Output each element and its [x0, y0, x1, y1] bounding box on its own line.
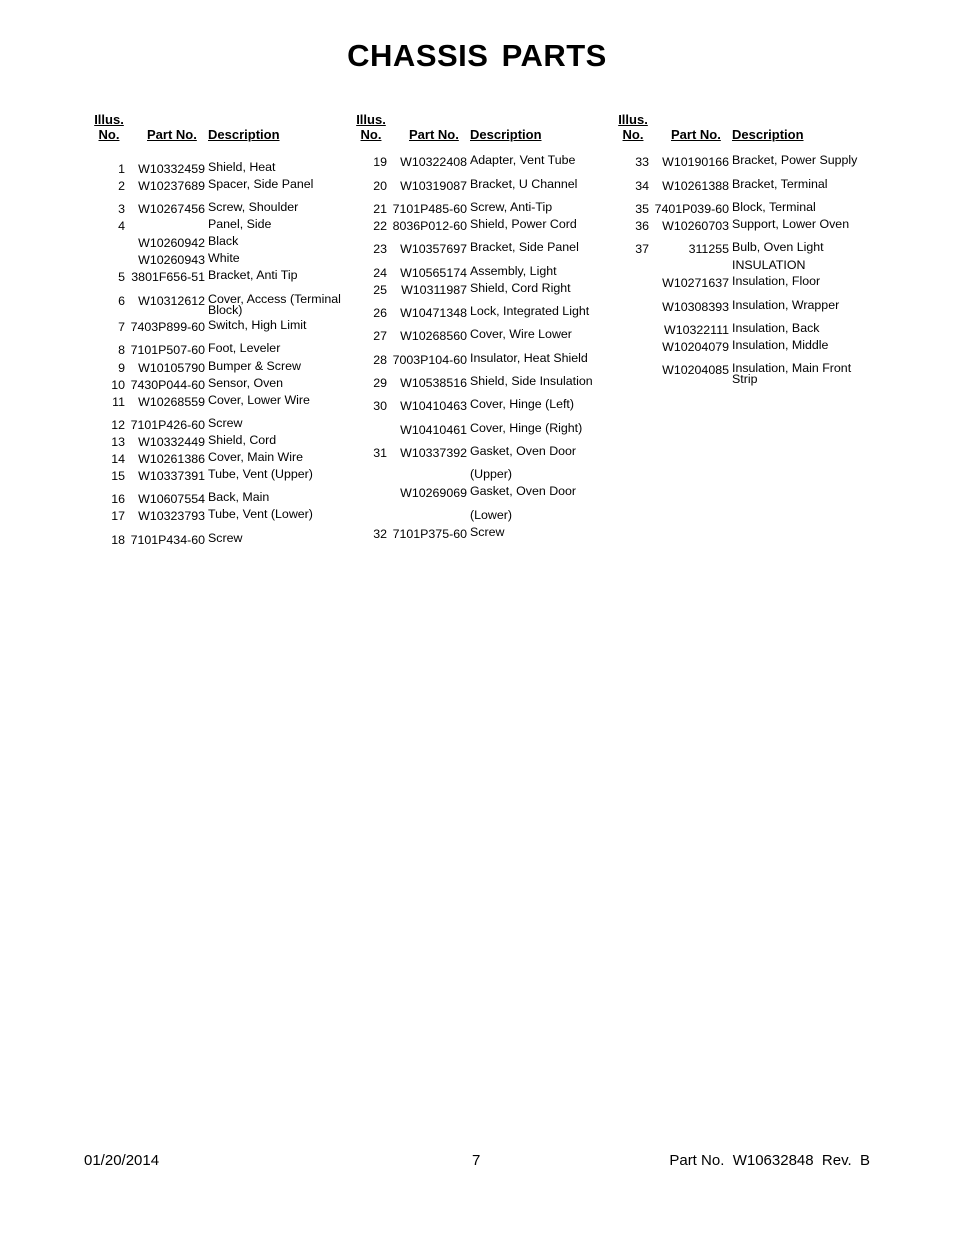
part-number: 7401P039-60 [654, 202, 729, 216]
part-number: W10271637 [662, 276, 729, 290]
part-description: Panel, Side [208, 217, 272, 231]
part-description: Switch, High Limit [208, 318, 307, 332]
part-number: 7101P426-60 [130, 418, 205, 432]
part-number: W10261386 [138, 452, 205, 466]
header-description: Description [208, 127, 280, 142]
part-description: Cover, Access (Terminal Block) [208, 292, 341, 317]
part-number: W10323793 [138, 509, 205, 523]
header-illus-line2: No. [622, 127, 644, 142]
part-description: Bumper & Screw [208, 359, 301, 373]
part-description: Cover, Hinge (Left) [470, 397, 574, 411]
illus-number: 20 [373, 179, 387, 193]
part-description: Shield, Heat [208, 160, 276, 174]
part-description: Back, Main [208, 490, 270, 504]
part-description: Spacer, Side Panel [208, 177, 314, 191]
header-description: Description [732, 127, 804, 142]
header-part-no: Part No. [147, 127, 197, 142]
part-number: W10410461 [400, 423, 467, 437]
header-description: Description [470, 127, 542, 142]
part-number: W10337392 [400, 446, 467, 460]
part-number: W10322111 [664, 323, 729, 337]
part-number: W10268560 [400, 329, 467, 343]
illus-number: 19 [373, 155, 387, 169]
illus-number: 1 [118, 162, 125, 176]
footer-date: 01/20/2014 [84, 1152, 160, 1169]
illus-number: 10 [111, 378, 125, 392]
part-number: W10311987 [401, 283, 467, 297]
part-number: W10105790 [138, 361, 205, 375]
illus-number: 31 [373, 446, 387, 460]
part-number: 7430P044-60 [130, 378, 205, 392]
part-number: 3801F656-51 [131, 270, 205, 284]
illus-number: 4 [118, 219, 125, 233]
part-description: Gasket, Oven Door [470, 444, 577, 458]
illus-number: 23 [373, 242, 387, 256]
part-number: W10337391 [138, 469, 205, 483]
illus-number: 34 [635, 179, 649, 193]
part-description: Insulation, Back [732, 321, 820, 335]
illus-number: 22 [373, 219, 387, 233]
part-description: Tube, Vent (Lower) [208, 507, 313, 521]
illus-number: 7 [118, 320, 125, 334]
illus-number: 9 [118, 361, 125, 375]
part-number: W10237689 [138, 179, 205, 193]
illus-number: 37 [635, 242, 649, 256]
illus-number: 33 [635, 155, 649, 169]
part-description: Bracket, Terminal [732, 177, 828, 191]
part-number: W10190166 [662, 155, 729, 169]
illus-number: 35 [635, 202, 649, 216]
part-description: Insulation, Middle [732, 338, 829, 352]
part-number: W10319087 [400, 179, 467, 193]
part-number: W10357697 [400, 242, 467, 256]
part-number: W10204079 [662, 340, 729, 354]
part-description: Adapter, Vent Tube [470, 153, 576, 167]
part-number: W10308393 [662, 300, 729, 314]
part-number: W10471348 [400, 306, 467, 320]
illus-number: 12 [111, 418, 125, 432]
part-number: W10332459 [138, 162, 205, 176]
illus-number: 18 [111, 533, 125, 547]
part-description: Insulator, Heat Shield [470, 351, 588, 365]
part-description: Shield, Cord [208, 433, 277, 447]
illus-number: 2 [118, 179, 125, 193]
part-description: Black [208, 234, 239, 248]
illus-number: 5 [118, 270, 125, 284]
part-description: Assembly, Light [470, 264, 557, 278]
part-description: (Upper) [470, 467, 512, 481]
illus-number: 3 [118, 202, 125, 216]
part-number: W10261388 [662, 179, 729, 193]
part-description: Bracket, U Channel [470, 177, 578, 191]
part-description: Sensor, Oven [208, 376, 284, 390]
part-number: W10269069 [400, 486, 467, 500]
illus-number: 27 [373, 329, 387, 343]
illus-number: 6 [118, 294, 125, 308]
part-description: Tube, Vent (Upper) [208, 467, 313, 481]
illus-number: 8 [118, 343, 125, 357]
header-illus-line1: Illus. [356, 112, 386, 127]
part-number: W10332449 [138, 435, 205, 449]
header-part-no: Part No. [671, 127, 721, 142]
part-number: 7101P375-60 [392, 527, 467, 541]
illus-number: 36 [635, 219, 649, 233]
part-description: White [208, 251, 240, 265]
part-number: 7403P899-60 [130, 320, 205, 334]
part-description: Support, Lower Oven [732, 217, 850, 231]
part-description: Insulation, Main Front Strip [732, 361, 852, 386]
part-description: Cover, Main Wire [208, 450, 304, 464]
illus-number: 24 [373, 266, 387, 280]
part-description: Lock, Integrated Light [470, 304, 590, 318]
part-number: W10565174 [400, 266, 467, 280]
header-part-no: Part No. [409, 127, 459, 142]
part-description: (Lower) [470, 508, 512, 522]
header-illus [352, 112, 390, 142]
part-description: Screw [208, 531, 243, 545]
header-illus-line1: Illus. [618, 112, 648, 127]
part-number: 7003P104-60 [392, 353, 467, 367]
part-description: Bracket, Side Panel [470, 240, 579, 254]
part-number: 7101P507-60 [130, 343, 205, 357]
part-number: 7101P434-60 [130, 533, 205, 547]
part-description: INSULATION [732, 258, 806, 272]
illus-number: 16 [111, 492, 125, 506]
header-illus [90, 112, 128, 142]
illus-number: 15 [111, 469, 125, 483]
part-description: Bracket, Anti Tip [208, 268, 298, 282]
part-number: W10267456 [138, 202, 205, 216]
part-number: 7101P485-60 [392, 202, 467, 216]
part-number: W10204085 [662, 363, 729, 377]
part-description: Screw [470, 525, 505, 539]
illus-number: 13 [111, 435, 125, 449]
page-title: CHASSIS PARTS [347, 38, 607, 73]
part-number: W10268559 [138, 395, 205, 409]
part-number: W10312612 [138, 294, 205, 308]
part-number: W10260942 [138, 236, 205, 250]
part-description: Screw, Anti-Tip [470, 200, 553, 214]
part-number: W10322408 [400, 155, 467, 169]
illus-number: 21 [373, 202, 387, 216]
illus-number: 14 [111, 452, 125, 466]
part-number: W10260943 [138, 253, 205, 267]
part-number: W10607554 [138, 492, 205, 506]
part-description: Cover, Hinge (Right) [470, 421, 583, 435]
header-illus [614, 112, 652, 142]
part-description: Insulation, Floor [732, 274, 821, 288]
illus-number: 26 [373, 306, 387, 320]
illus-number: 28 [373, 353, 387, 367]
header-illus-line2: No. [98, 127, 120, 142]
part-description: Screw [208, 416, 243, 430]
part-description: Insulation, Wrapper [732, 298, 840, 312]
part-description: Cover, Lower Wire [208, 393, 310, 407]
illus-number: 29 [373, 376, 387, 390]
footer-page-number: 7 [472, 1152, 481, 1169]
part-number: W10538516 [400, 376, 467, 390]
part-description: Block, Terminal [732, 200, 816, 214]
part-number: W10260703 [662, 219, 729, 233]
part-description: Gasket, Oven Door [470, 484, 577, 498]
part-description: Shield, Power Cord [470, 217, 577, 231]
part-description: Cover, Wire Lower [470, 327, 572, 341]
part-number: W10410463 [400, 399, 467, 413]
illus-number: 11 [112, 395, 125, 409]
part-description: Foot, Leveler [208, 341, 281, 355]
part-description: Screw, Shoulder [208, 200, 299, 214]
part-number: 311255 [688, 242, 729, 256]
illus-number: 32 [373, 527, 387, 541]
footer-part-number: Part No. W10632848 Rev. B [669, 1152, 870, 1169]
part-number: 8036P012-60 [392, 219, 467, 233]
illus-number: 25 [373, 283, 387, 297]
illus-number: 30 [373, 399, 387, 413]
illus-number: 17 [111, 509, 125, 523]
header-illus-line2: No. [360, 127, 382, 142]
part-description: Bracket, Power Supply [732, 153, 858, 167]
part-description: Shield, Cord Right [470, 281, 571, 295]
part-description: Bulb, Oven Light [732, 240, 824, 254]
part-description: Shield, Side Insulation [470, 374, 593, 388]
header-illus-line1: Illus. [94, 112, 124, 127]
